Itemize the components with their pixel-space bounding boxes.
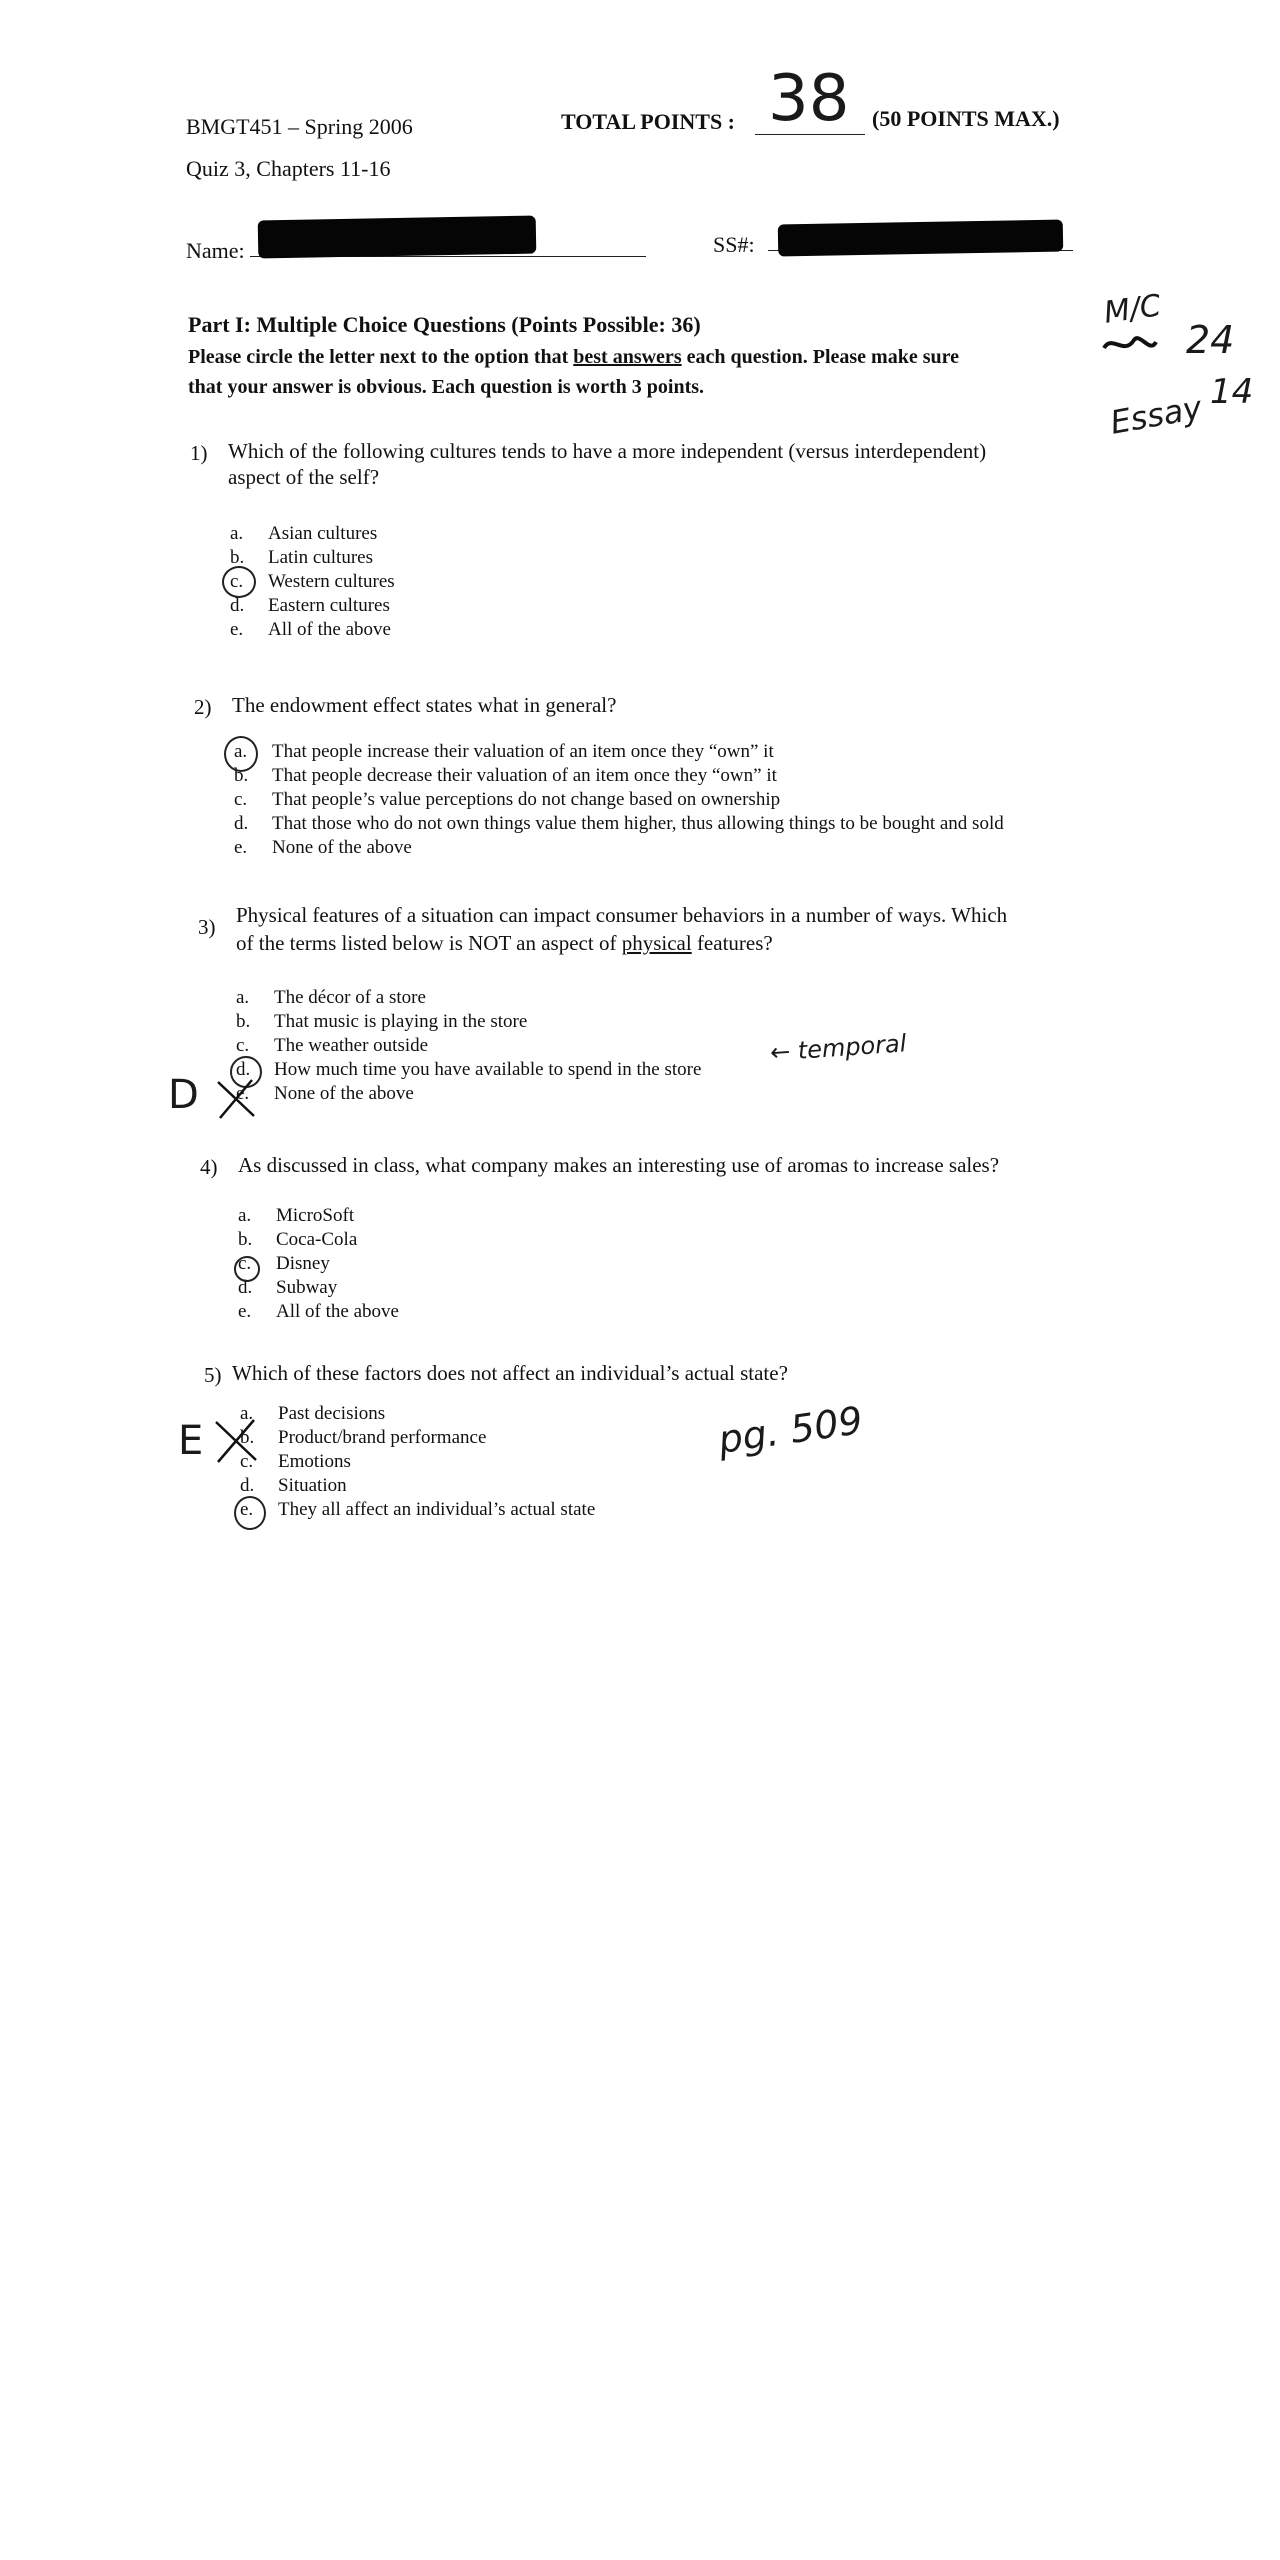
answer-circle xyxy=(234,1256,260,1282)
temporal-note: ← temporal xyxy=(769,1029,908,1067)
option[interactable]: b. Latin cultures xyxy=(230,547,373,568)
mc-note-score: 24 xyxy=(1186,318,1235,362)
correction-letter: E xyxy=(178,1418,204,1464)
max-points-label: (50 POINTS MAX.) xyxy=(872,106,1060,131)
question-2-number: 2) xyxy=(194,695,212,719)
q5-options xyxy=(240,1402,595,1522)
quiz-title: Quiz 3, Chapters 11-16 xyxy=(186,156,391,181)
underlined-phrase: best answers xyxy=(573,346,682,368)
cross-out-mark xyxy=(214,1078,258,1120)
option[interactable]: c. That people’s value perceptions do not change based on ownership xyxy=(234,789,781,810)
q3-options xyxy=(236,986,701,1106)
question-3-number: 3) xyxy=(198,915,216,939)
essay-note-label: Essay xyxy=(1107,388,1205,442)
option[interactable]: d. How much time you have available to spend in the store xyxy=(236,1059,702,1080)
question-1-text: Which of the following cultures tends to have a more independent (versus interdependent) xyxy=(228,439,987,463)
answer-circle xyxy=(222,566,256,598)
ss-label: SS#: xyxy=(713,232,755,257)
option[interactable]: e. All of the above xyxy=(230,619,391,640)
option[interactable]: e. All of the above xyxy=(238,1301,399,1322)
question-5-text: Which of these factors does not affect an individual’s actual state? xyxy=(232,1361,788,1385)
q4-options xyxy=(238,1204,399,1324)
option[interactable]: d. Eastern cultures xyxy=(230,595,390,616)
question-2-text: The endowment effect states what in general? xyxy=(232,693,617,717)
question-4-text: As discussed in class, what company makes an interesting use of aromas to increase sales? xyxy=(238,1153,1000,1177)
q2-options xyxy=(234,740,1004,860)
option-selected[interactable]: e. None of the above xyxy=(236,1083,414,1104)
total-points-label: TOTAL POINTS : xyxy=(561,109,736,134)
option[interactable]: a. The décor of a store xyxy=(236,987,426,1008)
correction-letter: D xyxy=(168,1072,199,1118)
course-title: BMGT451 – Spring 2006 xyxy=(186,114,413,139)
option-selected[interactable]: a. That people increase their valuation of an item once they “own” it xyxy=(234,741,774,762)
option[interactable]: d. That those who do not own things value them higher, thus allowing things to be bought and sold xyxy=(234,813,1004,834)
total-points-score: 38 xyxy=(768,62,850,136)
option-selected[interactable]: e. They all affect an individual’s actual state xyxy=(240,1499,596,1520)
ss-redaction xyxy=(778,220,1064,257)
question-3-text-line2: of the terms listed below is NOT an aspect of physical features? xyxy=(236,931,773,955)
scribble-mark xyxy=(1100,330,1160,360)
question-1-text-line2: aspect of the self? xyxy=(228,465,380,489)
option-selected[interactable]: c. Western cultures xyxy=(230,571,395,592)
answer-circle xyxy=(234,1496,266,1530)
mc-note-label: M/C xyxy=(1101,288,1164,331)
option[interactable]: d. Subway xyxy=(238,1277,338,1298)
option[interactable]: b. Coca-Cola xyxy=(238,1229,358,1250)
option[interactable]: b. Product/brand performance xyxy=(240,1427,487,1448)
part1-title: Part I: Multiple Choice Questions (Points Possible: 36) xyxy=(188,312,701,337)
question-5-number: 5) xyxy=(204,1363,222,1387)
answer-circle xyxy=(224,736,258,772)
option[interactable]: b. That people decrease their valuation of an item once they “own” it xyxy=(234,765,777,786)
name-label: Name: xyxy=(186,238,245,263)
essay-note-score: 14 xyxy=(1210,372,1254,412)
question-4-number: 4) xyxy=(200,1155,218,1179)
option[interactable]: a. Past decisions xyxy=(240,1403,386,1424)
part1-instructions: Please circle the letter next to the option that best answers each question. Please make sure xyxy=(188,346,960,368)
question-1-number: 1) xyxy=(190,441,208,465)
option[interactable]: c. Emotions xyxy=(240,1451,351,1472)
option[interactable]: d. Situation xyxy=(240,1475,347,1496)
name-redaction xyxy=(258,216,537,259)
option[interactable]: a. Asian cultures xyxy=(230,523,378,544)
option-selected[interactable]: c. Disney xyxy=(238,1253,330,1274)
option[interactable]: c. The weather outside xyxy=(236,1035,429,1056)
page-reference-note: pg. 509 xyxy=(715,1398,866,1462)
cross-out-mark xyxy=(210,1418,262,1464)
part1-instructions-line2: that your answer is obvious. Each question is worth 3 points. xyxy=(188,376,705,398)
question-3-text: Physical features of a situation can impact consumer behaviors in a number of ways. Which xyxy=(236,903,1008,927)
option[interactable]: b. That music is playing in the store xyxy=(236,1011,528,1032)
option[interactable]: e. None of the above xyxy=(234,837,412,858)
underlined-word: physical xyxy=(621,931,692,955)
option[interactable]: a. MicroSoft xyxy=(238,1205,355,1226)
